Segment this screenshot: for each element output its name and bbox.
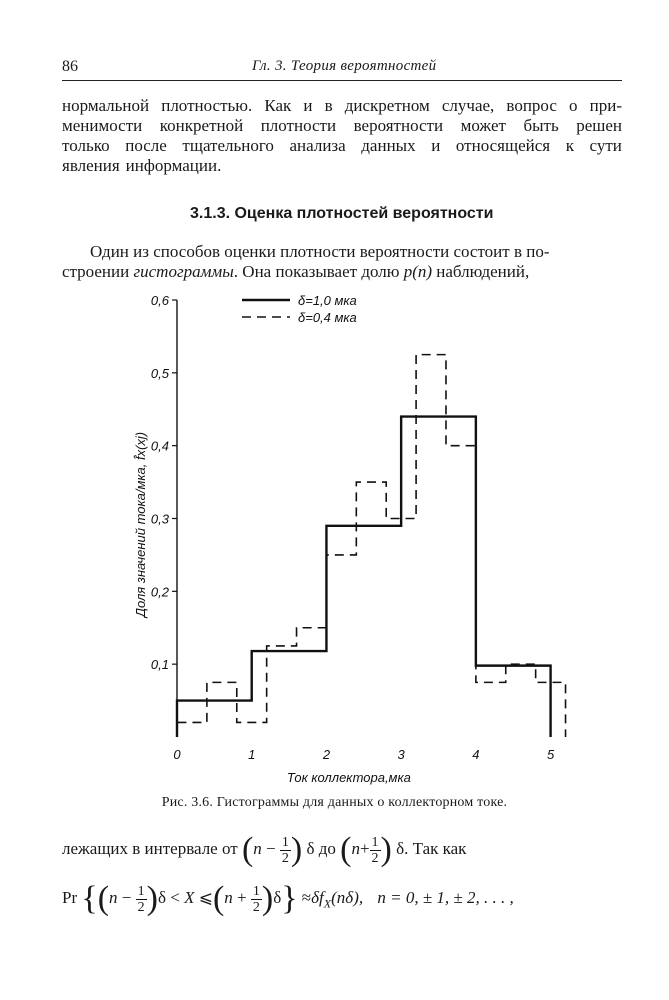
paragraph-word: анализа	[289, 136, 346, 155]
paragraph-word: сути	[589, 136, 622, 155]
math-func: δf	[311, 887, 324, 907]
paragraph-word: только	[62, 136, 110, 155]
frac-num: 1	[252, 883, 260, 899]
paragraph-word: к	[565, 136, 574, 155]
y-tick-label: 0,2	[150, 584, 169, 600]
legend-dashed-label: δ=0,4 мка	[298, 310, 357, 325]
math-text: n = 0, ± 1, ± 2, . . . ,	[377, 887, 514, 907]
y-tick-label: 0,6	[150, 293, 169, 308]
y-tick-label: 0,4	[150, 438, 169, 454]
paragraph-word: тщательного	[182, 136, 274, 155]
paragraph-text: строении	[62, 262, 134, 281]
paragraph-word: и	[303, 96, 313, 115]
math-var: n	[109, 887, 118, 907]
paren-close: )	[380, 831, 392, 868]
math-op: −	[266, 838, 276, 858]
paragraph-word: после	[125, 136, 167, 155]
frac-den: 2	[137, 899, 145, 915]
math-subscript: X	[323, 896, 332, 911]
paragraph-word: менимости	[62, 116, 143, 135]
math-line-interval	[62, 833, 622, 867]
x-tick-label: 4	[472, 747, 480, 762]
frac-num: 1	[137, 883, 145, 899]
page-header	[62, 58, 622, 81]
frac-den: 2	[252, 899, 260, 915]
frac-den: 2	[281, 850, 289, 866]
brace-open: {	[81, 880, 98, 917]
legend-solid-label: δ=1,0 мка	[298, 293, 357, 308]
frac-num: 1	[371, 834, 379, 850]
fraction-half	[136, 884, 147, 915]
y-tick-label: 0,1	[150, 657, 169, 673]
math-op: <	[170, 887, 180, 907]
paragraph-text: . Она показывает долю	[233, 262, 404, 281]
math-var: n	[253, 838, 262, 858]
paragraph-text: наблюдений,	[432, 262, 530, 281]
math-var: δ	[273, 887, 282, 907]
histogram-figure	[120, 290, 580, 790]
histogram-dashed-series	[177, 355, 566, 737]
paragraph-word: явления	[62, 156, 120, 175]
histogram-chart	[120, 290, 580, 790]
x-tick-label: 3	[397, 747, 405, 762]
paren-close: )	[146, 880, 158, 917]
paragraph-line	[62, 96, 622, 116]
paragraph-word: вероятности	[353, 116, 444, 135]
math-var: X	[184, 887, 195, 907]
paragraph-word: решен	[576, 116, 622, 135]
paragraph-word: быть	[523, 116, 559, 135]
math-text: лежащих в интервале от	[62, 838, 238, 858]
paragraph-word: плотностью.	[161, 96, 253, 115]
math-var: n	[351, 838, 360, 858]
paragraph-word: вопрос	[506, 96, 557, 115]
paragraph-histogram	[62, 242, 622, 282]
paren-open: (	[97, 880, 110, 917]
math-op: Pr	[62, 887, 78, 907]
running-head: Гл. 3. Теория вероятностей	[252, 58, 437, 74]
histogram-solid-series	[177, 417, 551, 737]
paragraph-word: конкретной	[159, 116, 244, 135]
section-heading: 3.1.3. Оценка плотностей вероятности	[190, 205, 494, 222]
paragraph-word: нормальной	[62, 96, 150, 115]
paragraph-word: и	[431, 136, 441, 155]
paragraph-line	[62, 262, 622, 282]
paren-open: (	[241, 831, 254, 868]
paren-close: )	[290, 831, 303, 868]
math-var: δ	[157, 887, 166, 907]
paragraph-word: относящейся	[455, 136, 551, 155]
paragraph-text: Один из способов оценки плотности вероятности состоит в по-	[90, 242, 550, 261]
paragraph-line	[62, 242, 622, 262]
math-line-probability	[62, 882, 622, 916]
term-histogram: гистограммы	[133, 262, 234, 281]
paragraph-line	[62, 156, 622, 176]
math-var: δ	[306, 838, 315, 858]
frac-den: 2	[371, 850, 379, 866]
paren-close: )	[261, 880, 274, 917]
math-var: n	[224, 887, 233, 907]
x-tick-label: 5	[546, 747, 555, 762]
paragraph-word: при-	[589, 96, 622, 115]
math-op: +	[359, 838, 370, 858]
fraction-half	[370, 835, 381, 866]
math-op: +	[237, 887, 247, 907]
frac-num: 1	[281, 834, 289, 850]
paragraph-word: данных	[361, 136, 416, 155]
paragraph-line	[62, 116, 622, 136]
paren-open: (	[212, 880, 225, 917]
y-axis-title: Доля значений тока/мка, f̂x(xj)	[133, 431, 148, 618]
paragraph-word: в	[324, 96, 333, 115]
page-number: 86	[62, 58, 78, 75]
paragraph-line	[62, 136, 622, 156]
paragraph-word: дискретном	[344, 96, 430, 115]
math-text: δ. Так как	[396, 838, 467, 858]
paragraph-word: информации.	[125, 156, 222, 175]
x-axis-title: Ток коллектора,мка	[286, 770, 411, 785]
paragraph-word: плотности	[260, 116, 337, 135]
fraction-half	[251, 884, 262, 915]
math-op: −	[121, 887, 132, 907]
brace-close: }	[281, 880, 298, 917]
math-op: ⩽	[198, 887, 213, 907]
y-tick-label: 0,3	[150, 511, 169, 527]
math-arg: (nδ),	[331, 887, 364, 907]
paragraph-word: о	[569, 96, 578, 115]
math-op: ≈	[301, 887, 312, 907]
y-tick-label: 0,5	[150, 365, 169, 381]
x-tick-label: 1	[248, 747, 256, 762]
paragraph-intro	[62, 96, 622, 176]
paren-open: (	[340, 831, 352, 868]
paragraph-word: Как	[264, 96, 292, 115]
x-tick-label: 0	[173, 747, 181, 762]
x-tick-label: 2	[322, 747, 331, 762]
paragraph-word: случае,	[441, 96, 495, 115]
paragraph-word: может	[460, 116, 506, 135]
math-text: до	[318, 838, 336, 858]
figure-caption: Рис. 3.6. Гистограммы для данных о коллекторном токе.	[161, 795, 508, 810]
math-pn: p(n)	[403, 262, 433, 281]
fraction-half	[280, 835, 291, 866]
